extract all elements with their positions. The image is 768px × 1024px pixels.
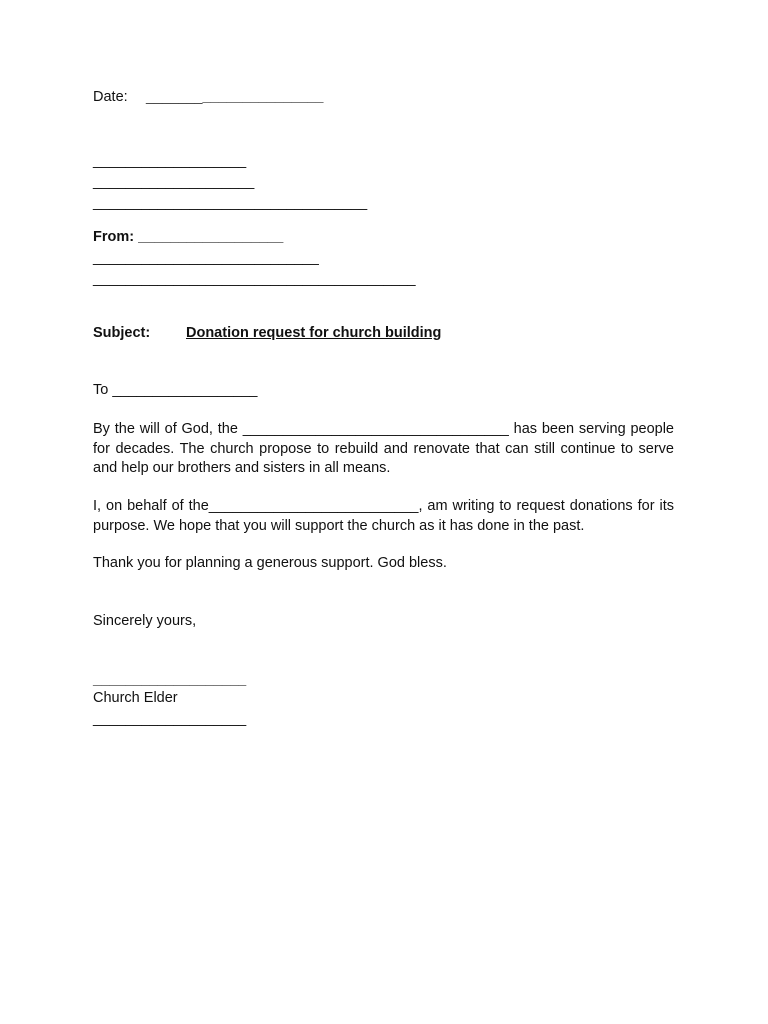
- date-blank: [146, 88, 323, 106]
- body-paragraph-3: Thank you for planning a generous support. God bless.: [93, 555, 447, 571]
- subject-label: Subject:: [93, 325, 151, 341]
- body-paragraph-1: By the will of God, the _________________________________ has been serving people for decades. The church propose to rebuild and renovate that can still continue to serve and help our brothers and sisters in all means.: [93, 421, 674, 476]
- signer-title: Church Elder: [93, 690, 178, 706]
- subject-text: Donation request for church building: [186, 325, 442, 341]
- signature-line: ___________________: [93, 672, 247, 688]
- body-paragraph-2: I, on behalf of the__________________________, am writing to request donations for its purpose. We hope that you will support the church as it has done in the past.: [93, 498, 674, 534]
- date-blank-part-b: _______________: [202, 89, 324, 105]
- date-label: Date:: [93, 89, 128, 105]
- recipient-line-1: ___________________: [93, 153, 247, 169]
- date-blank-part-a: _______: [146, 89, 203, 105]
- from-blank: __________________: [138, 229, 284, 245]
- recipient-line-2: ____________________: [93, 174, 255, 190]
- signer-line: ___________________: [93, 711, 247, 727]
- from-line-2: ________________________________________: [93, 271, 416, 287]
- from-label: From:: [93, 229, 135, 245]
- to-line: To __________________: [93, 382, 258, 398]
- from-row: [93, 228, 283, 246]
- from-line-1: ____________________________: [93, 250, 319, 266]
- recipient-line-3: __________________________________: [93, 195, 368, 211]
- closing: Sincerely yours,: [93, 613, 197, 629]
